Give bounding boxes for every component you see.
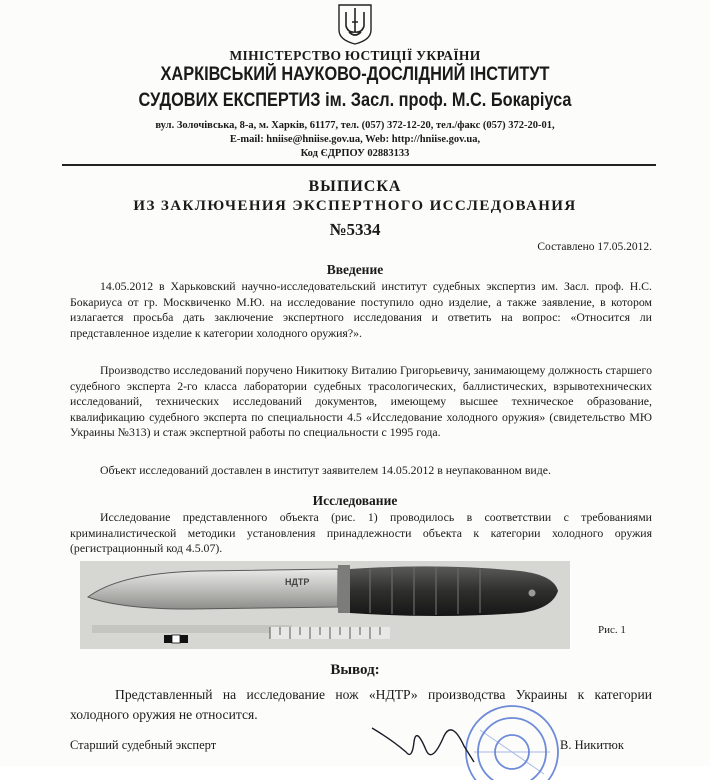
figure-label: Рис. 1 — [598, 624, 626, 636]
intro-paragraph-3: Объект исследований доставлен в институт заявителем 14.05.2012 в неупакованном виде. — [100, 463, 551, 477]
knife-photo — [80, 561, 570, 649]
composed-date: Составлено 17.05.2012. — [537, 241, 652, 253]
document-number: №5334 — [329, 220, 381, 239]
address-line2: E-mail: hniise@hniise.gov.ua, Web: http://hniise.gov.ua, — [229, 134, 481, 145]
conclusion-paragraph: Представленный на исследование нож «НДТР» производства Украины к категории холодного оружия не относится. — [70, 687, 652, 722]
document-subtitle: ИЗ ЗАКЛЮЧЕНИЯ ЭКСПЕРТНОГО ИССЛЕДОВАНИЯ — [133, 198, 577, 214]
research-paragraph: Исследование представленного объекта (рис. 1) проводилось в соответствии с требованиями криминалистической методики установления принадлежности объекта к категории холодного оружия (регистрационный код 4.5.07). — [70, 510, 652, 556]
research-heading: Исследование — [312, 493, 398, 508]
intro-paragraph-2: Производство исследований поручено Никитюку Виталию Григорьевичу, занимающему должность старшего судебного эксперта 2-го класса лаборатории судебных трасологических, баллистических, взрывотехнических исследований, технических исследований документов, имеющему высшее техническое образование, квалификацию судебного эксперта по специальности 4.5 «Исследование холодного оружия» (свидетельство МЮ Украины №313) и стаж экспертной работы по специальности с 1995 года. — [70, 363, 652, 440]
trident-emblem-icon — [336, 2, 374, 46]
address-line1: вул. Золочівська, 8-а, м. Харків, 61177, тел. (057) 372-12-20, тел./факс (057) 372-20-01, — [155, 120, 555, 131]
intro-paragraph-1: 14.05.2012 в Харьковский научно-исследовательский институт судебных экспертиз им. Засл. проф. Н.С. Бокариуса от гр. Москвиченко М.Ю. на исследование поступило одно изделие, а также заявление, в котором излагается просьба дать заключение экспертного исследования и ответить на вопрос: «Относится ли представленное изделие к категории холодного оружия?». — [70, 279, 652, 340]
address-line3: Код ЄДРПОУ 02883133 — [300, 148, 410, 159]
institute-name-line2: СУДОВИХ ЕКСПЕРТИЗ ім. Засл. проф. М.С. Бокаріуса — [138, 90, 572, 111]
handwritten-signature — [368, 706, 478, 766]
blade-marking: НДТР — [285, 577, 310, 587]
signer-name: В. Никитюк — [560, 738, 624, 752]
signer-position: Старший судебный эксперт — [70, 738, 217, 752]
intro-heading: Введение — [326, 262, 384, 277]
header-divider — [62, 164, 656, 166]
institute-name-line1: ХАРКІВСЬКИЙ НАУКОВО-ДОСЛІДНИЙ ІНСТИТУТ — [160, 64, 550, 85]
conclusion-heading: Вывод: — [330, 662, 380, 678]
document-title: ВЫПИСКА — [308, 178, 402, 195]
ministry-name: МІНІСТЕРСТВО ЮСТИЦІЇ УКРАЇНИ — [229, 48, 481, 63]
